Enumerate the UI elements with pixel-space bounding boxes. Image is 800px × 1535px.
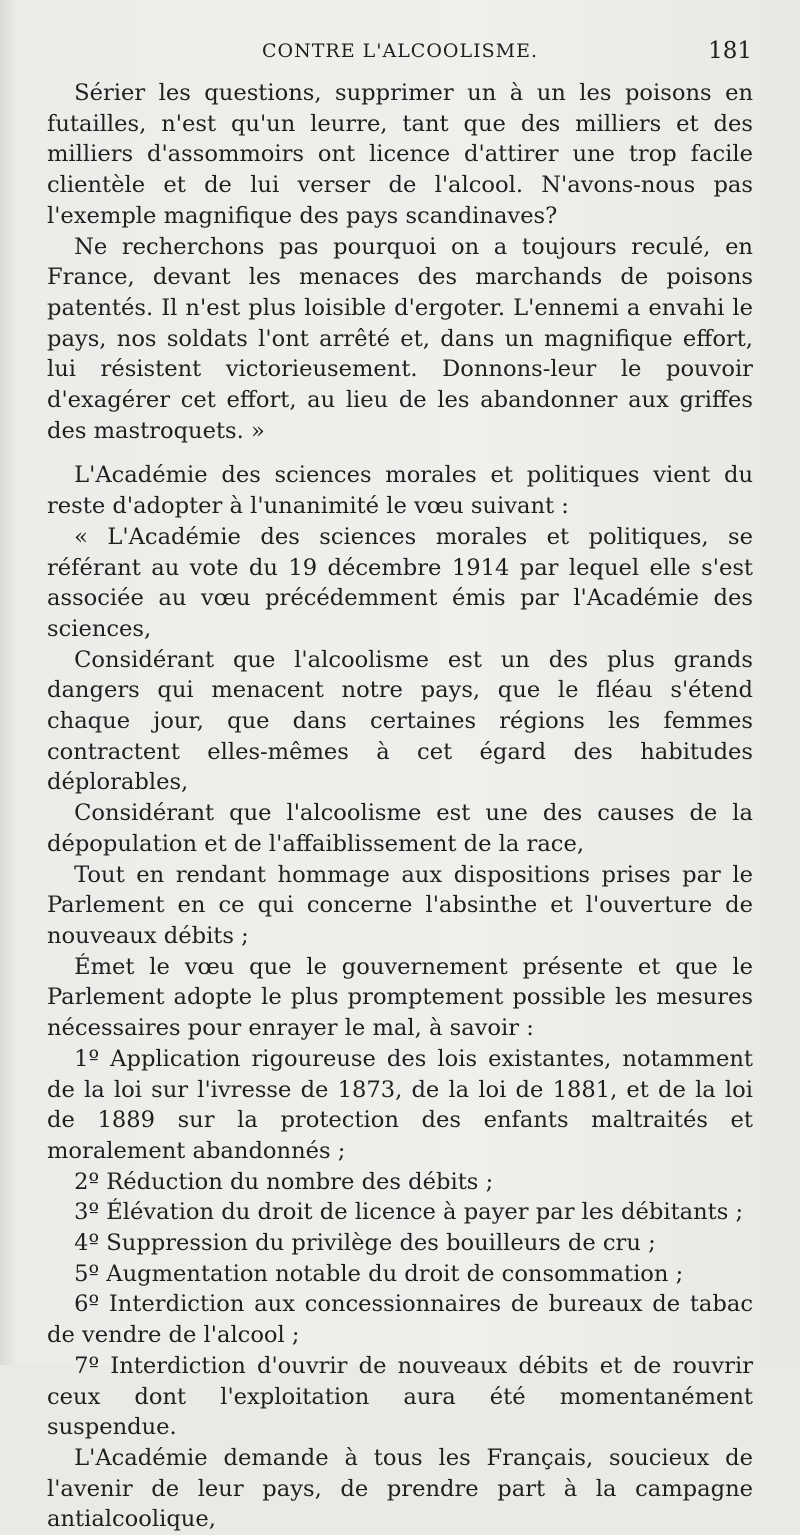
list-item: 2º Réduction du nombre des débits ;: [74, 1168, 494, 1195]
list-item: 5º Augmentation notable du droit de consommation ;: [74, 1260, 684, 1287]
paragraph: Tout en rendant hommage aux dispositions prises par le Parlement en ce qui concerne l'absinthe et l'ouverture de nouveaux débits ;: [47, 861, 753, 949]
paragraph: Considérant que l'alcoolisme est un des plus grands dangers qui menacent notre pays, que le fléau s'étend chaque jour, que dans certaines régions les femmes contractent elles-mêmes à cet égard des habitudes déplorables,: [47, 646, 753, 796]
paragraph: L'Académie des sciences morales et politiques vient du reste d'adopter à l'unanimité le vœu suivant :: [47, 462, 753, 520]
list-item: 6º Interdiction aux concessionnaires de bureaux de tabac de vendre de l'alcool ;: [47, 1291, 753, 1349]
paragraph: L'Académie demande à tous les Français, soucieux de l'avenir de leur pays, de prendre part à la campagne antialcoolique,: [47, 1444, 753, 1533]
paragraph: Sérier les questions, supprimer un à un les poisons en futailles, n'est qu'un leurre, tant que des milliers et des milliers d'assommoirs ont licence d'attirer une trop facile clientèle et de lui verser de l'alcool. N'avons-nous pas l'exemple magnifique des pays scandinaves?: [47, 80, 753, 229]
list-item: 7º Interdiction d'ouvrir de nouveaux débits et de rouvrir ceux dont l'exploitation aura été momentanément suspendue.: [47, 1352, 753, 1441]
body-text: [47, 78, 753, 1535]
paragraph: « L'Académie des sciences morales et politiques, se référant au vote du 19 décembre 1914 par lequel elle s'est associée au vœu précédemment émis par l'Académie des sciences,: [47, 523, 753, 642]
list-item: 1º Application rigoureuse des lois existantes, notamment de la loi sur l'ivresse de 1873, de la loi de 1881, et de la loi de 1889 sur la protection des enfants maltraités et moralement abandonnés ;: [47, 1045, 753, 1164]
running-title: CONTRE L'ALCOOLISME.: [262, 40, 538, 62]
page-header: [0, 36, 800, 72]
page-number: 181: [708, 38, 752, 64]
list-item: 4º Suppression du privilège des bouilleurs de cru ;: [74, 1230, 656, 1257]
paragraph: Émet le vœu que le gouvernement présente et que le Parlement adopte le plus promptement possible les mesures nécessaires pour enrayer le mal, à savoir :: [47, 953, 753, 1042]
paragraph: Considérant que l'alcoolisme est une des causes de la dépopulation et de l'affaiblissement de la race,: [47, 800, 753, 857]
paragraph: Ne recherchons pas pourquoi on a toujours reculé, en France, devant les menaces des marchands de poisons patentés. Il n'est plus loisible d'ergoter. L'ennemi a envahi le pays, nos soldats l'ont arrêté et, dans un magnifique effort, lui résistent victorieusement. Donnons-leur le pouvoir d'exagérer cet effort, au lieu de les abandonner aux griffes des mastroquets. »: [47, 233, 753, 444]
list-item: 3º Élévation du droit de licence à payer par les débitants ;: [74, 1199, 744, 1226]
